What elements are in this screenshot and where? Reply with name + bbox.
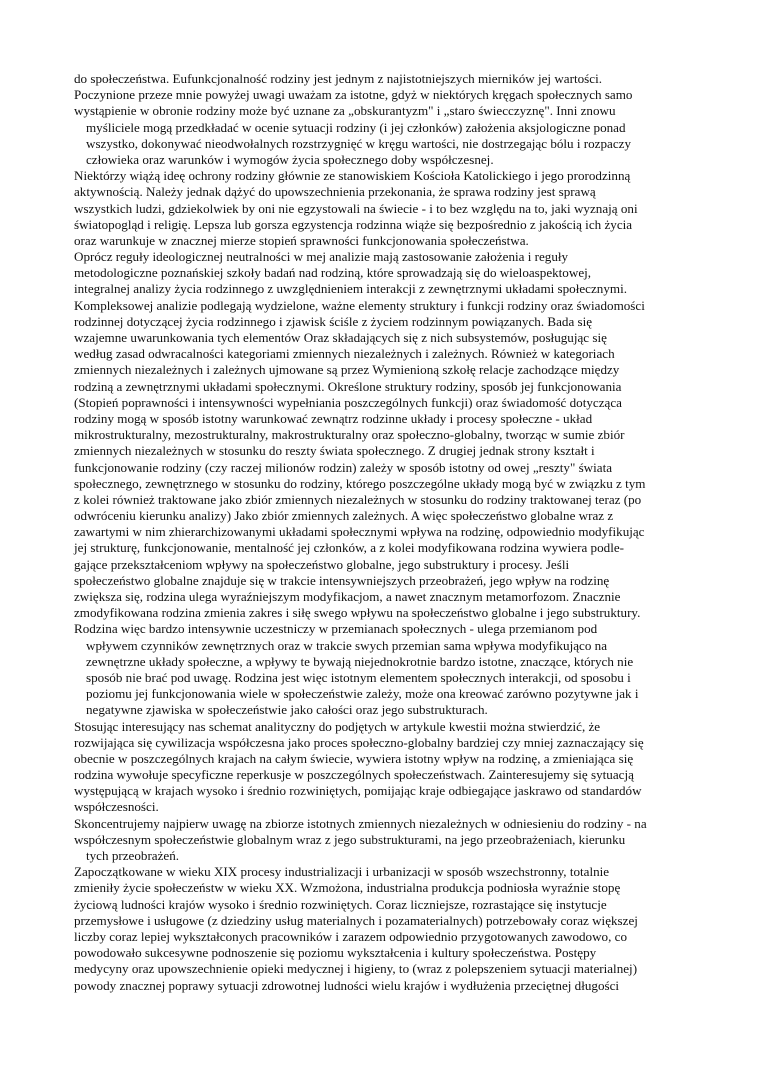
text-line: wzajemne uwarunkowania tych elementów Oraz składających się z nich subsystemów, posługując się	[74, 330, 607, 345]
text-line: rodzina wywołuje specyficzne reperkusje w poszczególnych społeczeństwach. Zainteresujemy się sytuacją	[74, 767, 634, 783]
text-line: wszystko, dokonywać nieodwołalnych rozstrzygnięć w kręgu wartości, nie dostrzegając bólu i rozpaczy	[86, 135, 632, 151]
text-line: medycyny oraz upowszechnienie opieki medycznej i higieny, to (wraz z polepszeniem sytuacji materialnej)	[74, 961, 638, 977]
text-line: Rodzina więc bardzo intensywnie uczestniczy w przemianach społecznych - ulega przemianom pod	[74, 621, 598, 637]
text-line: zwiększa się, rodzina ulega wyraźniejszym modyfikacjom, a nawet znacznym metamorfozom. Znacznie	[74, 589, 621, 604]
text-line: powody znacznej poprawy sytuacji zdrowotnej ludności wielu krajów i wydłużenia przeciętnej długości	[74, 977, 620, 993]
text-line: zmieniły życie społeczeństw w wieku XX. Wzmożona, industrialna produkcja podniosła wyraźnie stopę	[74, 880, 621, 896]
text-line: sposób nie brać pod uwagę. Rodzina jest więc istotnym elementem społecznych interakcji, od sposobu i	[86, 669, 631, 685]
text-line: tych przeobrażeń.	[86, 848, 180, 863]
text-line: powodowało sukcesywne podnoszenie się poziomu wykształcenia i kultury społeczeństwa. Postępy	[74, 945, 597, 961]
text-line: wystąpienie w obronie rodziny może być uznane za „obskurantyzm" i „staro świecczyznę". Inni znowu	[74, 103, 616, 119]
text-line: negatywne zjawiska w społeczeństwie jako całości oraz jego substrukturach.	[86, 702, 488, 718]
text-line: rozwijająca się cywilizacja współczesna jako proces społeczno-globalny bardziej czy mniej zaznaczający się	[74, 734, 644, 750]
text-line: z kolei również traktowane jako zbiór zmiennych niezależnych w stosunku do rodziny traktowanej teraz (po	[74, 491, 642, 507]
text-line: Stosując interesujący nas schemat analityczny do podjętych w artykule kwestii można stwierdzić, że	[74, 718, 601, 734]
text-line: Zapoczątkowane w wieku XIX procesy industrializacji i urbanizacji w sposób wszechstronny, totalnie	[74, 864, 610, 880]
text-line	[74, 994, 694, 1010]
text-line: zmodyfikowana rodzina zmienia zakres i siłę swego wpływu na społeczeństwo globalne i jego substruktury.	[74, 605, 641, 621]
text-line: Oprócz reguły ideologicznej neutralności w mej analizie mają zastosowanie założenia i reguły	[74, 249, 569, 265]
text-line: (Stopień poprawności i intensywności wypełniania poszczególnych funkcji) oraz świadomość dotycząca	[74, 394, 622, 410]
text-line: Niektórzy wiążą ideę ochrony rodziny głównie ze stanowiskiem Kościoła Katolickiego i jego prorodzinną	[74, 168, 631, 184]
text-line: przemysłowe i usługowe (z dziedziny usług materialnych i pozamaterialnych) potrzebowały coraz większej	[74, 912, 638, 928]
text-line: zawartymi w nim zhierarchizowanymi układami społecznymi wpływa na rodzinę, odpowiednio modyfikując	[74, 524, 645, 540]
text-line: funkcjonowanie rodziny (czy raczej milionów rodzin) zależy w sposób istotny od owej „reszty" świata	[74, 459, 613, 475]
text-line: poziomu jej funkcjonowania wiele w społeczeństwie zależy, może ona kreować zarówno pozytywne jak i	[86, 686, 639, 702]
text-line: aktywnością. Należy jednak dążyć do upowszechnienia przekonania, że sprawa rodziny jest sprawą	[74, 184, 596, 200]
text-line: obecnie w poszczególnych krajach na całym świecie, wywiera istotny wpływ na rodzinę, a zmieniająca się	[74, 750, 634, 766]
text-line: Poczynione przeze mnie powyżej uwagi uważam za istotne, gdyż w niektórych kręgach społecznych samo	[74, 87, 633, 103]
text-line: gające przekształceniom wpływy na społeczeństwo globalne, jego substruktury i procesy. Jeśli	[74, 556, 570, 572]
text-line: oraz warunkuje w znacznej mierze stopień sprawności funkcjonowania społeczeństwa.	[74, 232, 529, 248]
text-line: społecznego, zewnętrznego w stosunku do rodziny, którego poszczególne układy mogą być w związku z tym	[74, 475, 646, 491]
text-line: światopogląd i religię. Lepsza lub gorsza egzystencja rodzinna wiąże się bezpośrednio z jakością ich życia	[74, 216, 633, 232]
text-line: odwróceniu kierunku analizy) Jako zbiór zmiennych zależnych. A więc społeczeństwo globalne wraz z	[74, 508, 614, 524]
document-page	[74, 71, 694, 1010]
text-line: myśliciele mogą przedkładać w ocenie sytuacji rodziny (i jej członków) założenia aksjologiczne ponad	[86, 119, 626, 135]
text-line: współczesnym społeczeństwie globalnym wraz z jego substrukturami, na jego przeobrażeniach, kierunku	[74, 831, 626, 847]
text-line: rodziną a zewnętrznymi układami społecznymi. Określone struktury rodziny, sposób jej funkcjonowania	[74, 378, 622, 394]
text-line: wpływem czynników zewnętrznych oraz w trakcie swych przemian sama wpływa modyfikująco na	[86, 637, 608, 653]
text-line: społeczeństwo globalne znajduje się w trakcie intensywniejszych przeobrażeń, jego wpływ na rodzinę	[74, 572, 610, 588]
text-line: integralnej analizy życia rodzinnego z uwzględnieniem interakcji z zewnętrznymi układami społecznymi.	[74, 281, 627, 297]
text-line: jej strukturę, funkcjonowanie, mentalność jej członków, a z kolei modyfikowana rodzina wywiera podle-	[74, 540, 625, 556]
text-line: do społeczeństwa. Eufunkcjonalność rodziny jest jednym z najistotniejszych mierników jej wartości.	[74, 71, 602, 86]
text-line: współczesności.	[74, 799, 159, 815]
text-line: występującą w krajach wysoko i średnio rozwiniętych, pomijając kraje odbiegające jaskrawo od standardów	[74, 783, 642, 799]
text-line: wszystkich ludzi, gdziekolwiek by oni nie egzystowali na świecie - i to bez względu na to, jaki wyznają oni	[74, 200, 638, 216]
text-line: liczby coraz lepiej wykształconych pracowników i zarazem odpowiednio przygotowanych zawodowo, co	[74, 928, 628, 944]
text-line: rodzinnej dotyczącej życia rodzinnego i zjawisk ściśle z życiem rodzinnym powiązanych. Bada się	[74, 313, 593, 329]
text-line: życiową ludności krajów wysoko i średnio rozwiniętych. Coraz liczniejsze, rozrastające się instytucje	[74, 896, 607, 912]
text-line: zmiennych niezależnych i zależnych ujmowane są przez Wymienioną szkołę relacje zachodzące między	[74, 362, 620, 378]
text-line: człowieka oraz warunków i wymogów życia społecznego doby współczesnej.	[86, 151, 494, 167]
text-line: mikrostrukturalny, mezostrukturalny, makrostrukturalny oraz społeczno-globalny, tworząc w sumie zbiór	[74, 427, 625, 443]
text-line: Skoncentrujemy najpierw uwagę na zbiorze istotnych zmiennych niezależnych w odniesieniu do rodziny - na	[74, 815, 647, 831]
text-line: rodziny mogą w sposób istotny warunkować zewnątrz rodzinne układy i procesy społeczne - układ	[74, 410, 593, 426]
text-line: metodologiczne poznańskiej szkoły badań nad rodziną, które sprowadzają się do wieloaspektowej,	[74, 265, 592, 281]
text-line: zmiennych niezależnych w stosunku do reszty świata społecznego. Z drugiej jednak strony kształt i	[74, 443, 595, 459]
text-line: Kompleksowej analizie podlegają wydzielone, ważne elementy struktury i funkcji rodziny oraz świadomości	[74, 297, 645, 313]
text-line: według zasad odwracalności kategoriami zmiennych niezależnych i zależnych. Również w kategoriach	[74, 346, 615, 362]
text-line: zewnętrzne układy społeczne, a wpływy te bywają niejednokrotnie bardzo istotne, znaczące, których nie	[86, 653, 634, 669]
